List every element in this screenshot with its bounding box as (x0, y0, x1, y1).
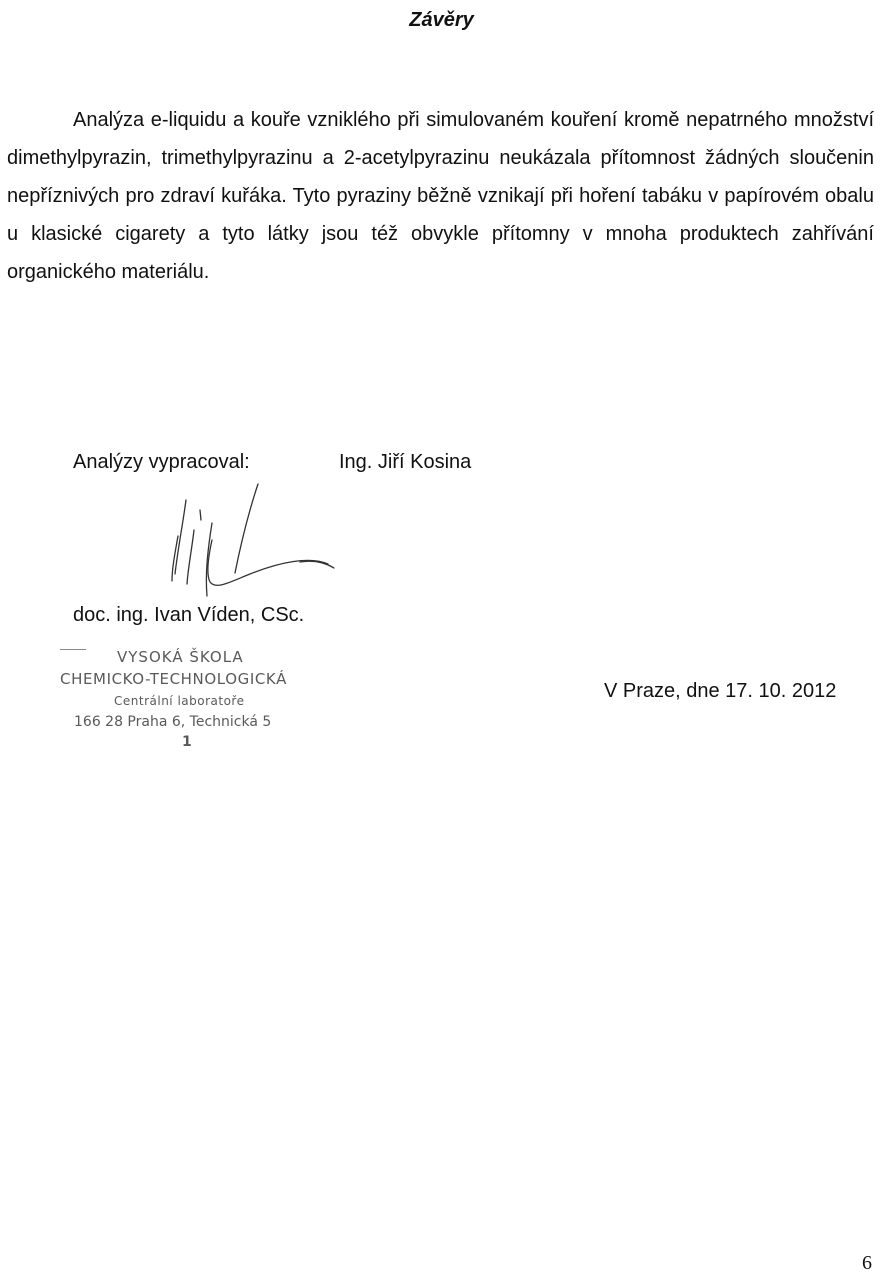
institution-stamp (50, 640, 340, 760)
place-and-date: V Praze, dne 17. 10. 2012 (604, 680, 837, 702)
prepared-by-label: Analýzy vypracoval: (73, 451, 250, 473)
page-number: 6 (862, 1252, 872, 1274)
stamp-mark (60, 649, 86, 650)
stamp-line-3: Centrální laboratoře (114, 694, 245, 708)
signature-image (150, 478, 360, 603)
stamp-line-1: VYSOKÁ ŠKOLA (117, 648, 244, 666)
signatory-name: doc. ing. Ivan Víden, CSc. (73, 604, 305, 626)
stamp-line-2: CHEMICKO-TECHNOLOGICKÁ (60, 670, 287, 688)
page-title: Závěry (409, 9, 474, 31)
prepared-by-name: Ing. Jiří Kosina (339, 451, 472, 473)
stamp-line-4: 166 28 Praha 6, Technická 5 (74, 714, 272, 730)
conclusion-paragraph: Analýza e-liquidu a kouře vzniklého při simulovaném kouření kromě nepatrného množství dimethylpyrazin, trimethylpyrazinu a 2-acetylpyrazinu neukázala přítomnost žádných sloučenin nepříznivých pro zdraví kuřáka. Tyto pyraziny běžně vznikají při hoření tabáku v papírovém obalu u klasické cigarety a tyto látky jsou též obvykle přítomny v mnoha produktech zahřívání organického materiálu. (7, 109, 874, 283)
stamp-line-5: 1 (182, 734, 192, 750)
